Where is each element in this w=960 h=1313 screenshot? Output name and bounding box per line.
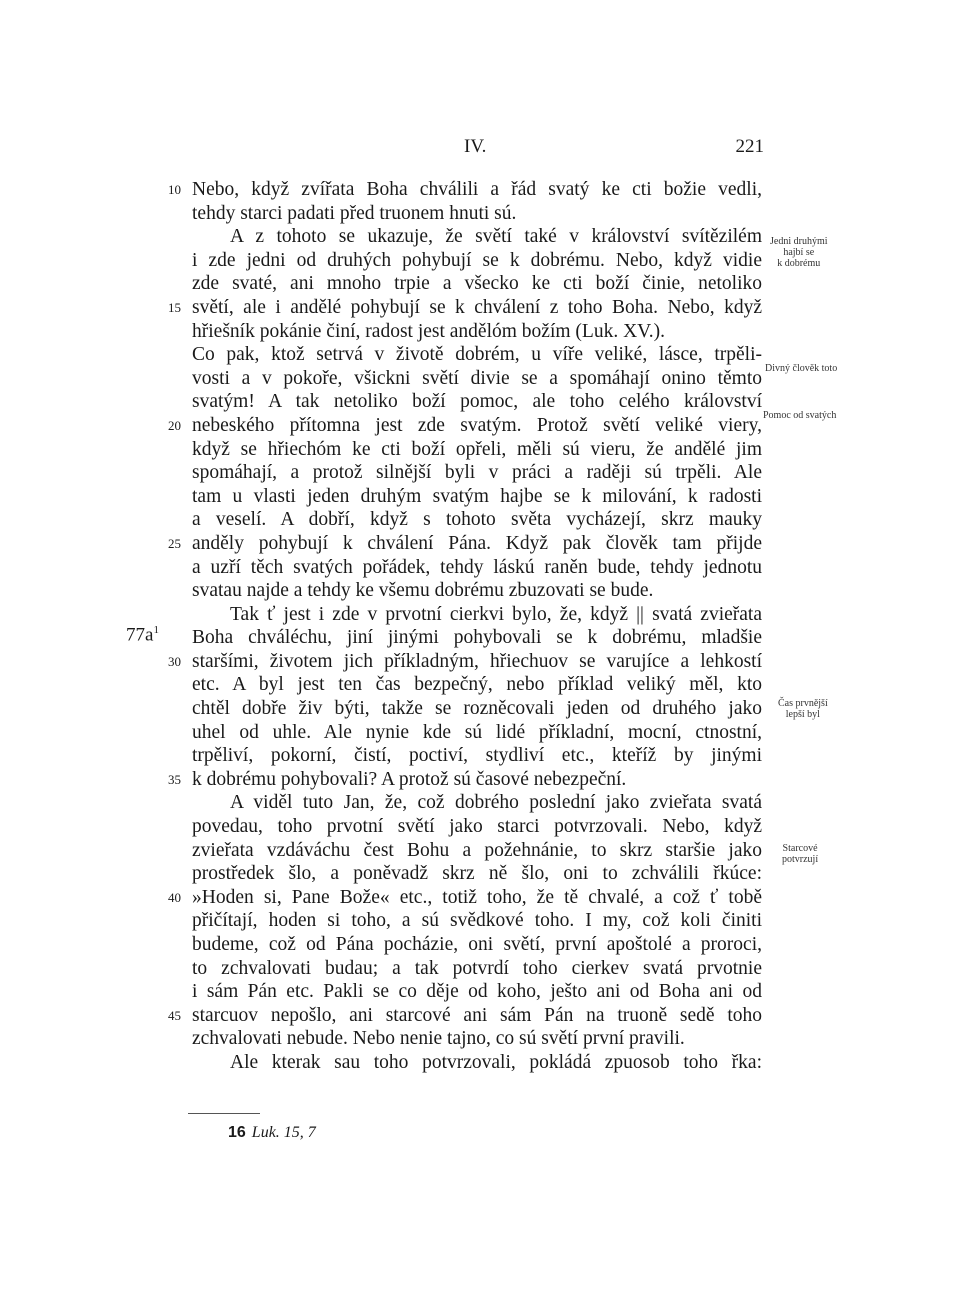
- text-line: [192, 461, 762, 485]
- margin-note-line: Starcové: [782, 843, 818, 854]
- line-text: svatau najde a tehdy ke všemu dobrému zbuzovati se bude.: [192, 580, 654, 602]
- line-number: 10: [168, 182, 181, 197]
- text-line: [192, 791, 762, 815]
- text-line: [192, 367, 762, 391]
- text-line: [192, 933, 762, 957]
- text-line: [192, 1027, 762, 1051]
- text-line: [168, 296, 762, 320]
- text-line: [192, 839, 762, 863]
- margin-note-line: Čas prvnější: [778, 698, 828, 709]
- line-text: »Hoden si, Pane Bože« etc., totiž toho, že tě chvalé, a což ť tobě: [192, 886, 762, 908]
- margin-note-3: [763, 410, 836, 421]
- text-line: [192, 815, 762, 839]
- text-line: [192, 721, 762, 745]
- text-line: [192, 673, 762, 697]
- text-line: [168, 532, 762, 556]
- text-line: [192, 603, 762, 627]
- line-text: Boha chváléchu, jiní jinými pohybovali se k dobrému, mladšie: [192, 627, 762, 649]
- line-text: trpěliví, pokorní, čistí, poctiví, stydliví etc., kteříž by jinými: [192, 745, 762, 767]
- line-text: zde svaté, ani mnoho trpie a všecko ke cti boží činie, netoliko: [192, 273, 762, 295]
- line-text: anděly pohybují k chválení Pána. Když pak člověk tam přijde: [192, 532, 762, 554]
- line-text: a veselí. A dobří, když s tohoto světa vycházejí, skrz mauky: [192, 509, 762, 531]
- line-text: spomáhají, a protož silnější byli v práci a raději sú trpěli. Ale: [192, 462, 762, 484]
- line-text: i sám Pán etc. Pakli se co děje od koho, ješto ani od Boha ani od: [192, 981, 762, 1003]
- line-text: i zde jedni od druhých pohybují se k dobrému. Nebo, když vidie: [192, 249, 762, 271]
- text-line: [192, 556, 762, 580]
- line-number: 30: [168, 653, 181, 669]
- margin-note-line: k dobrému: [777, 258, 821, 269]
- text-line: [168, 886, 762, 910]
- line-text: hřiešník pokánie činí, radost jest andělóm božím (Luk. XV.).: [192, 320, 665, 342]
- footnote: [228, 1124, 316, 1142]
- line-text: svatým! A tak netoliko boží pomoc, ale toho celého království: [192, 391, 762, 413]
- line-text: povedau, toho prvotní světí jako starci potvrzovali. Nebo, když: [192, 816, 762, 838]
- margin-note-line: Jedni druhými: [770, 236, 828, 247]
- text-line: [192, 626, 762, 650]
- line-text: chtěl dobře živ býti, takže se rozněcovali jeden od druhého jako: [192, 698, 762, 720]
- text-line: [168, 178, 762, 202]
- line-text: starcuov nepošlo, ani starcové ani sám Pán na truoně sedě toho: [192, 1004, 762, 1026]
- line-text: a uzří těch svatých pořádek, tehdy láskú raněn bude, tehdy jednotu: [192, 556, 762, 578]
- margin-note-line: hajbí se: [783, 247, 815, 258]
- text-line: [192, 909, 762, 933]
- text-line: [192, 957, 762, 981]
- line-text: tehdy starci padati před truonem hnuti sú.: [192, 202, 517, 224]
- text-line: [192, 320, 762, 344]
- line-text: A z tohoto se ukazuje, že světí také v království svítězilém: [230, 226, 762, 248]
- footnote-rule: [188, 1113, 260, 1114]
- line-number: 25: [168, 535, 181, 551]
- text-line: [168, 414, 762, 438]
- line-number: 35: [168, 771, 181, 787]
- footnote-line-number: 16: [228, 1124, 246, 1141]
- text-line: [192, 390, 762, 414]
- line-text: světí, ale i andělé pohybují se k chválení z toho Boha. Nebo, když: [192, 296, 762, 318]
- line-text: staršími, životem jich příkladným, hřiechuov se varujíce a lehkostí: [192, 650, 762, 672]
- text-line: [192, 862, 762, 886]
- margin-note-1: [770, 236, 828, 269]
- line-number: 45: [168, 1007, 181, 1023]
- main-text-block: [168, 178, 762, 1075]
- line-text: k dobrému pohybovali? A protož sú časové nebezpeční.: [192, 768, 627, 790]
- text-line: [168, 1004, 762, 1028]
- margin-note-line: Pomoc od svatých: [763, 410, 837, 421]
- margin-note-line: Divný člověk toto: [765, 363, 838, 374]
- margin-note-line: lepší byl: [785, 709, 820, 720]
- text-line: [192, 249, 762, 273]
- text-line: [192, 343, 762, 367]
- line-number: 40: [168, 889, 181, 905]
- text-line: [192, 272, 762, 296]
- running-head-chapter: IV.: [464, 136, 487, 157]
- line-text: když se hřiechóm ke cti boží opřeli, měli sú vieru, že andělé jim: [192, 438, 762, 460]
- text-line: [192, 485, 762, 509]
- manuscript-folio-mark: [126, 624, 159, 646]
- line-text: tam u vlasti jeden druhým svatým hajbe se k milování, k radosti: [192, 485, 762, 507]
- text-line: [192, 980, 762, 1004]
- footnote-reference: Luk. 15, 7: [251, 1124, 316, 1141]
- line-text: prostředek šlo, a poněvadž skrz ně šlo, oni to zchválili řkúce:: [192, 863, 762, 885]
- line-number: 20: [168, 417, 181, 433]
- line-text: zchvalovati nebude. Nebo nenie tajno, co sú světí první pravili.: [192, 1028, 685, 1050]
- text-line: [192, 438, 762, 462]
- text-line: [192, 744, 762, 768]
- line-text: uhel od uhle. Ale nynie kde sú lidé příkladní, mocní, ctnostní,: [192, 721, 762, 743]
- text-line: [192, 508, 762, 532]
- folio-number: 77a: [126, 624, 154, 646]
- line-text: Nebo, když zvířata Boha chválili a řád svatý ke cti božie vedli,: [192, 179, 762, 200]
- margin-note-2: [765, 363, 837, 374]
- margin-note-4: [778, 698, 828, 720]
- text-line: [192, 697, 762, 721]
- line-text: přičítají, hoden si toho, a sú svědkové toho. I my, což koli činiti: [192, 910, 762, 932]
- line-text: zvieřata vzdáváchu čest Bohu a požehnánie, to skrz staršie jako: [192, 839, 762, 861]
- line-text: to zchvalovati budau; a tak potvrdí toho cierkev svatá prvotnie: [192, 957, 762, 979]
- text-line: [192, 202, 762, 226]
- line-text: Ale kterak sau toho potvrzovali, pokládá zpuosob toho řka:: [230, 1051, 762, 1073]
- line-text: Co pak, ktož setrvá v životě dobrém, u víře veliké, lásce, trpěli-: [192, 344, 762, 366]
- text-line: [192, 225, 762, 249]
- margin-note-5: [782, 843, 818, 865]
- page-number: 221: [735, 136, 764, 157]
- line-number: 15: [168, 299, 181, 315]
- text-line: [192, 579, 762, 603]
- margin-note-line: potvrzují: [782, 854, 819, 865]
- folio-superscript: 1: [153, 624, 159, 636]
- line-text: nebeského přítomna jest zde svatým. Protož světí veliké viery,: [192, 414, 762, 436]
- text-line: [168, 650, 762, 674]
- line-text: A viděl tuto Jan, že, což dobrého poslední jako zvieřata svatá: [230, 792, 762, 814]
- text-line: [192, 1051, 762, 1075]
- line-text: vosti a v pokoře, všickni světí divie se a spomáhají onino těmto: [192, 367, 762, 389]
- line-text: etc. A byl jest ten čas bezpečný, nebo příklad veliký měl, kto: [192, 674, 762, 696]
- text-line: [168, 768, 762, 792]
- line-text: Tak ť jest i zde v prvotní cierkvi bylo, že, když || svatá zvieřata: [230, 603, 762, 625]
- line-text: budeme, což od Pána pocházie, oni světí, první apoštolé a proroci,: [192, 934, 762, 955]
